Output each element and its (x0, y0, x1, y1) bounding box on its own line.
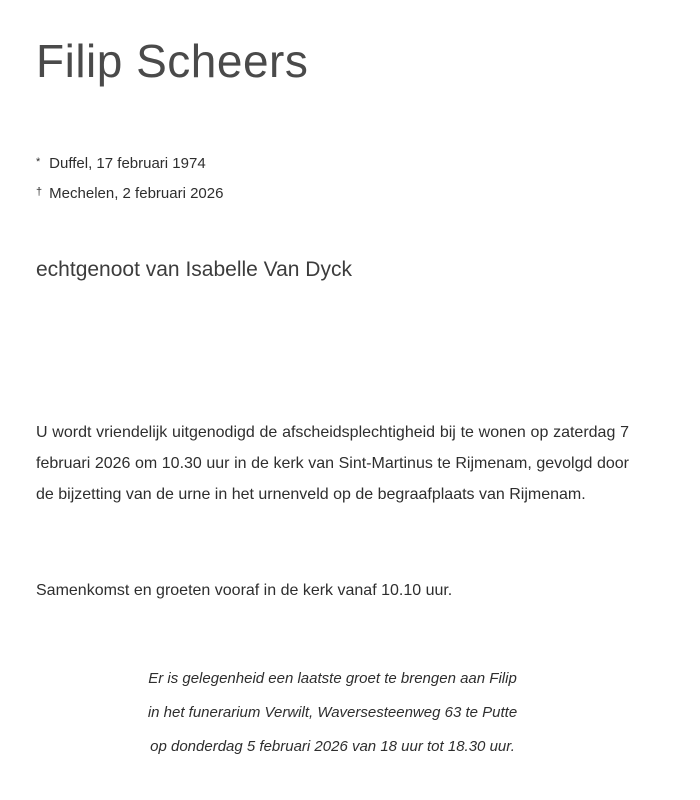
visitation-line-2: in het funerarium Verwilt, Waversesteenweg 63 te Putte (147, 704, 518, 721)
birth-star-icon: * (36, 156, 41, 168)
death-line (36, 178, 223, 208)
visitation-note (36, 662, 629, 764)
invitation-paragraph: U wordt vriendelijk uitgenodigd de afscheidsplechtigheid bij te wonen op zaterdag 7 februari 2026 om 10.30 uur in de kerk van Sint-Martinus te Rijmenam, gevolgd door de bijzetting van de urne in het urnenveld op de begraafplaats van Rijmenam. (36, 424, 629, 503)
birth-text: Duffel, 17 februari 1974 (49, 155, 206, 172)
birth-line (36, 148, 223, 178)
death-cross-icon: † (36, 186, 43, 198)
visitation-line-3: op donderdag 5 februari 2026 van 18 uur tot 18.30 uur. (150, 738, 515, 755)
visitation-line-1: Er is gelegenheid een laatste groet te brengen aan Filip (148, 670, 517, 687)
spouse-line: echtgenoot van Isabelle Van Dyck (36, 258, 352, 281)
death-text: Mechelen, 2 februari 2026 (49, 185, 224, 202)
deceased-name: Filip Scheers (36, 35, 309, 87)
gathering-paragraph: Samenkomst en groeten vooraf in de kerk vanaf 10.10 uur. (36, 582, 453, 599)
life-dates (36, 148, 223, 208)
